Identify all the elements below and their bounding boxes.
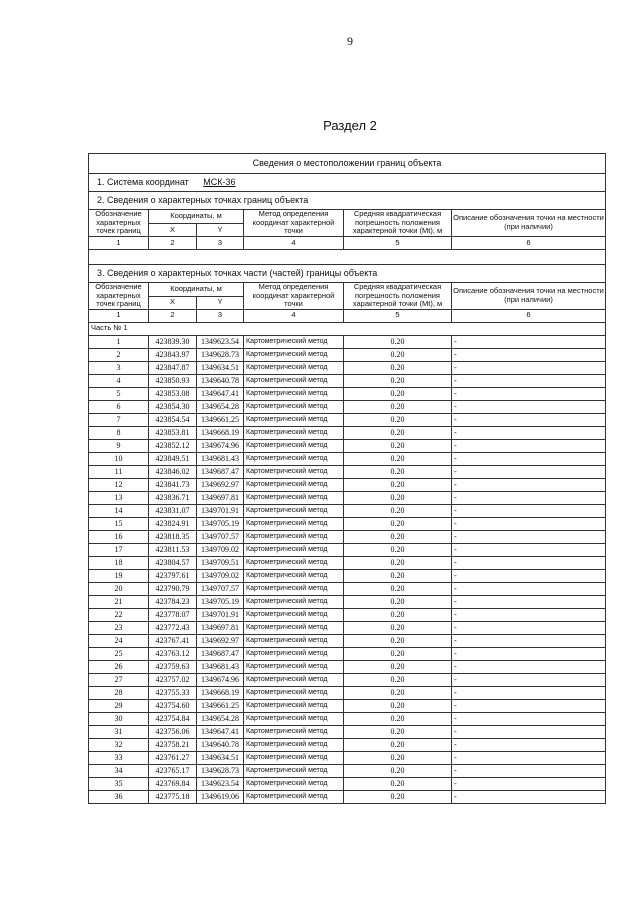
method-cell: Картометрический метод <box>244 738 344 751</box>
accuracy-cell: 0.20 <box>344 387 452 400</box>
method-cell: Картометрический метод <box>244 686 344 699</box>
coord-x: 423841.73 <box>149 478 197 491</box>
coord-y: 1349619.06 <box>197 790 244 803</box>
coord-y: 1349674.96 <box>197 439 244 452</box>
point-number: 1 <box>89 335 149 348</box>
point-number: 12 <box>89 478 149 491</box>
coord-y: 1349707.57 <box>197 582 244 595</box>
point-number: 4 <box>89 374 149 387</box>
coord-y: 1349668.19 <box>197 426 244 439</box>
description-cell: - <box>452 751 606 764</box>
description-cell: - <box>452 556 606 569</box>
point-number: 24 <box>89 634 149 647</box>
accuracy-cell: 0.20 <box>344 634 452 647</box>
coord-x: 423836.71 <box>149 491 197 504</box>
method-cell: Картометрический метод <box>244 543 344 556</box>
description-cell: - <box>452 738 606 751</box>
coord-y: 1349628.73 <box>197 348 244 361</box>
coord-x: 423767.41 <box>149 634 197 647</box>
coord-y: 1349707.57 <box>197 530 244 543</box>
point-number: 14 <box>89 504 149 517</box>
coord-x: 423763.12 <box>149 647 197 660</box>
method-cell: Картометрический метод <box>244 751 344 764</box>
point-number: 10 <box>89 452 149 465</box>
coord-y: 1349661.25 <box>197 413 244 426</box>
accuracy-cell: 0.20 <box>344 543 452 556</box>
point-number: 9 <box>89 439 149 452</box>
col-number: 6 <box>452 236 606 249</box>
accuracy-cell: 0.20 <box>344 517 452 530</box>
table-row <box>89 348 606 361</box>
point-number: 13 <box>89 491 149 504</box>
col-number: 4 <box>244 236 344 249</box>
description-cell: - <box>452 621 606 634</box>
accuracy-cell: 0.20 <box>344 452 452 465</box>
col-accuracy-header: Средняя квадратическая погрешность положения характерной точки (Mt), м <box>344 282 452 309</box>
coord-y: 1349709.02 <box>197 569 244 582</box>
coord-x: 423769.84 <box>149 777 197 790</box>
table-row <box>89 387 606 400</box>
method-cell: Картометрический метод <box>244 699 344 712</box>
coord-x: 423847.87 <box>149 361 197 374</box>
table-row <box>89 595 606 608</box>
method-cell: Картометрический метод <box>244 361 344 374</box>
point-number: 29 <box>89 699 149 712</box>
method-cell: Картометрический метод <box>244 647 344 660</box>
coord-x: 423854.30 <box>149 400 197 413</box>
accuracy-cell: 0.20 <box>344 348 452 361</box>
coord-x: 423824.91 <box>149 517 197 530</box>
table-row <box>89 504 606 517</box>
col-number: 1 <box>89 236 149 249</box>
description-cell: - <box>452 712 606 725</box>
col-number: 3 <box>197 309 244 322</box>
accuracy-cell: 0.20 <box>344 413 452 426</box>
coord-y: 1349709.51 <box>197 556 244 569</box>
coord-x: 423804.57 <box>149 556 197 569</box>
coord-y: 1349697.81 <box>197 491 244 504</box>
coord-x: 423775.18 <box>149 790 197 803</box>
accuracy-cell: 0.20 <box>344 738 452 751</box>
method-cell: Картометрический метод <box>244 673 344 686</box>
point-number: 23 <box>89 621 149 634</box>
accuracy-cell: 0.20 <box>344 673 452 686</box>
table-row <box>89 439 606 452</box>
col-number: 5 <box>344 309 452 322</box>
accuracy-cell: 0.20 <box>344 699 452 712</box>
method-cell: Картометрический метод <box>244 517 344 530</box>
description-cell: - <box>452 699 606 712</box>
description-cell: - <box>452 439 606 452</box>
method-cell: Картометрический метод <box>244 582 344 595</box>
method-cell: Картометрический метод <box>244 413 344 426</box>
description-cell: - <box>452 582 606 595</box>
method-cell: Картометрический метод <box>244 348 344 361</box>
table-row <box>89 777 606 790</box>
table-row <box>89 686 606 699</box>
coord-y: 1349681.43 <box>197 660 244 673</box>
table-row <box>89 426 606 439</box>
coord-system-value: МСК-36 <box>203 177 236 188</box>
table-row <box>89 712 606 725</box>
coord-y: 1349668.19 <box>197 686 244 699</box>
section-title: Раздел 2 <box>323 118 377 133</box>
method-cell: Картометрический метод <box>244 569 344 582</box>
description-cell: - <box>452 608 606 621</box>
point-number: 15 <box>89 517 149 530</box>
col-coords-header: Координаты, м <box>149 282 244 296</box>
description-cell: - <box>452 725 606 738</box>
coord-x: 423852.12 <box>149 439 197 452</box>
coord-y: 1349640.78 <box>197 374 244 387</box>
description-cell: - <box>452 777 606 790</box>
coord-x: 423850.93 <box>149 374 197 387</box>
description-cell: - <box>452 491 606 504</box>
description-cell: - <box>452 387 606 400</box>
table-row <box>89 530 606 543</box>
accuracy-cell: 0.20 <box>344 764 452 777</box>
table-row <box>89 699 606 712</box>
accuracy-cell: 0.20 <box>344 426 452 439</box>
coord-y: 1349697.81 <box>197 621 244 634</box>
description-cell: - <box>452 634 606 647</box>
accuracy-cell: 0.20 <box>344 465 452 478</box>
accuracy-cell: 0.20 <box>344 621 452 634</box>
coord-x: 423839.30 <box>149 335 197 348</box>
method-cell: Картометрический метод <box>244 387 344 400</box>
accuracy-cell: 0.20 <box>344 725 452 738</box>
method-cell: Картометрический метод <box>244 491 344 504</box>
point-number: 31 <box>89 725 149 738</box>
description-cell: - <box>452 478 606 491</box>
method-cell: Картометрический метод <box>244 374 344 387</box>
accuracy-cell: 0.20 <box>344 400 452 413</box>
description-cell: - <box>452 673 606 686</box>
method-cell: Картометрический метод <box>244 335 344 348</box>
point-number: 5 <box>89 387 149 400</box>
table-row <box>89 751 606 764</box>
description-cell: - <box>452 452 606 465</box>
description-cell: - <box>452 647 606 660</box>
method-cell: Картометрический метод <box>244 712 344 725</box>
table-row <box>89 582 606 595</box>
accuracy-cell: 0.20 <box>344 491 452 504</box>
col-number: 4 <box>244 309 344 322</box>
header-title: Сведения о местоположении границ объекта <box>89 154 606 174</box>
point-number: 25 <box>89 647 149 660</box>
coord-y: 1349687.47 <box>197 465 244 478</box>
point-number: 35 <box>89 777 149 790</box>
col-x-header: X <box>149 296 197 309</box>
coord-x: 423853.08 <box>149 387 197 400</box>
coord-x: 423846.02 <box>149 465 197 478</box>
description-cell: - <box>452 374 606 387</box>
coord-y: 1349692.97 <box>197 478 244 491</box>
col-number: 1 <box>89 309 149 322</box>
coord-x: 423854.54 <box>149 413 197 426</box>
accuracy-cell: 0.20 <box>344 777 452 790</box>
coord-y: 1349634.51 <box>197 751 244 764</box>
table-row <box>89 335 606 348</box>
block2-title: 2. Сведения о характерных точках границ объекта <box>89 192 606 210</box>
coord-x: 423778.07 <box>149 608 197 621</box>
coord-x: 423811.53 <box>149 543 197 556</box>
accuracy-cell: 0.20 <box>344 712 452 725</box>
method-cell: Картометрический метод <box>244 556 344 569</box>
point-number: 6 <box>89 400 149 413</box>
description-cell: - <box>452 764 606 777</box>
table-row <box>89 491 606 504</box>
coord-x: 423756.06 <box>149 725 197 738</box>
coord-x: 423831.07 <box>149 504 197 517</box>
method-cell: Картометрический метод <box>244 608 344 621</box>
col-method-header: Метод определения координат характерной точки <box>244 282 344 309</box>
coord-y: 1349681.43 <box>197 452 244 465</box>
col-y-header: Y <box>197 223 244 236</box>
description-cell: - <box>452 569 606 582</box>
accuracy-cell: 0.20 <box>344 582 452 595</box>
part-label: Часть № 1 <box>89 322 606 335</box>
coord-y: 1349687.47 <box>197 647 244 660</box>
col-coords-header: Координаты, м <box>149 210 244 224</box>
table-row <box>89 673 606 686</box>
coord-x: 423757.02 <box>149 673 197 686</box>
col-number: 3 <box>197 236 244 249</box>
col-designation-header: Обозначение характерных точек границ <box>89 282 149 309</box>
method-cell: Картометрический метод <box>244 790 344 803</box>
accuracy-cell: 0.20 <box>344 361 452 374</box>
table-row <box>89 621 606 634</box>
accuracy-cell: 0.20 <box>344 595 452 608</box>
accuracy-cell: 0.20 <box>344 439 452 452</box>
description-cell: - <box>452 595 606 608</box>
method-cell: Картометрический метод <box>244 777 344 790</box>
method-cell: Картометрический метод <box>244 504 344 517</box>
accuracy-cell: 0.20 <box>344 556 452 569</box>
accuracy-cell: 0.20 <box>344 660 452 673</box>
description-cell: - <box>452 530 606 543</box>
coord-y: 1349701.91 <box>197 504 244 517</box>
coord-y: 1349705.19 <box>197 595 244 608</box>
method-cell: Картометрический метод <box>244 764 344 777</box>
accuracy-cell: 0.20 <box>344 530 452 543</box>
col-description-header: Описание обозначения точки на местности (при наличии) <box>452 210 606 237</box>
point-number: 8 <box>89 426 149 439</box>
coord-system-label: 1. Система координат <box>97 177 189 188</box>
col-number: 2 <box>149 236 197 249</box>
coord-x: 423772.43 <box>149 621 197 634</box>
table-row <box>89 478 606 491</box>
description-cell: - <box>452 660 606 673</box>
spacer-row <box>89 249 606 264</box>
coord-y: 1349654.28 <box>197 400 244 413</box>
table-row <box>89 608 606 621</box>
coord-y: 1349692.97 <box>197 634 244 647</box>
table-row <box>89 400 606 413</box>
method-cell: Картометрический метод <box>244 426 344 439</box>
coord-x: 423765.17 <box>149 764 197 777</box>
table-row <box>89 517 606 530</box>
col-number: 5 <box>344 236 452 249</box>
coord-system-row <box>89 174 606 192</box>
coord-y: 1349674.96 <box>197 673 244 686</box>
table-row <box>89 465 606 478</box>
table-row <box>89 413 606 426</box>
table-row <box>89 738 606 751</box>
coord-y: 1349640.78 <box>197 738 244 751</box>
coord-y: 1349628.73 <box>197 764 244 777</box>
coord-y: 1349701.91 <box>197 608 244 621</box>
table-row <box>89 660 606 673</box>
coord-x: 423758.21 <box>149 738 197 751</box>
coord-y: 1349709.02 <box>197 543 244 556</box>
coord-x: 423818.35 <box>149 530 197 543</box>
point-number: 17 <box>89 543 149 556</box>
method-cell: Картометрический метод <box>244 465 344 478</box>
description-cell: - <box>452 335 606 348</box>
point-number: 3 <box>89 361 149 374</box>
description-cell: - <box>452 790 606 803</box>
point-number: 20 <box>89 582 149 595</box>
accuracy-cell: 0.20 <box>344 790 452 803</box>
method-cell: Картометрический метод <box>244 595 344 608</box>
point-number: 26 <box>89 660 149 673</box>
coord-y: 1349661.25 <box>197 699 244 712</box>
col-description-header: Описание обозначения точки на местности (при наличии) <box>452 282 606 309</box>
table-row <box>89 543 606 556</box>
method-cell: Картометрический метод <box>244 439 344 452</box>
method-cell: Картометрический метод <box>244 621 344 634</box>
description-cell: - <box>452 426 606 439</box>
coord-y: 1349623.54 <box>197 335 244 348</box>
col-method-header: Метод определения координат характерной точки <box>244 210 344 237</box>
method-cell: Картометрический метод <box>244 634 344 647</box>
method-cell: Картометрический метод <box>244 400 344 413</box>
description-cell: - <box>452 517 606 530</box>
table-row <box>89 647 606 660</box>
description-cell: - <box>452 686 606 699</box>
coord-x: 423853.81 <box>149 426 197 439</box>
coord-x: 423755.33 <box>149 686 197 699</box>
point-number: 27 <box>89 673 149 686</box>
boundary-table <box>88 153 606 804</box>
point-number: 36 <box>89 790 149 803</box>
col-designation-header: Обозначение характерных точек границ <box>89 210 149 237</box>
col-x-header: X <box>149 223 197 236</box>
point-number: 32 <box>89 738 149 751</box>
coord-y: 1349647.41 <box>197 725 244 738</box>
coord-x: 423759.63 <box>149 660 197 673</box>
accuracy-cell: 0.20 <box>344 478 452 491</box>
coord-y: 1349654.28 <box>197 712 244 725</box>
table-row <box>89 556 606 569</box>
point-number: 33 <box>89 751 149 764</box>
table-row <box>89 725 606 738</box>
point-number: 16 <box>89 530 149 543</box>
method-cell: Картометрический метод <box>244 660 344 673</box>
table-row <box>89 452 606 465</box>
col-accuracy-header: Средняя квадратическая погрешность положения характерной точки (Mt), м <box>344 210 452 237</box>
point-number: 2 <box>89 348 149 361</box>
accuracy-cell: 0.20 <box>344 608 452 621</box>
coord-x: 423790.79 <box>149 582 197 595</box>
description-cell: - <box>452 348 606 361</box>
col-number: 2 <box>149 309 197 322</box>
accuracy-cell: 0.20 <box>344 751 452 764</box>
col-number: 6 <box>452 309 606 322</box>
description-cell: - <box>452 400 606 413</box>
coord-y: 1349647.41 <box>197 387 244 400</box>
point-number: 22 <box>89 608 149 621</box>
point-number: 28 <box>89 686 149 699</box>
table-row <box>89 634 606 647</box>
coord-x: 423754.60 <box>149 699 197 712</box>
coord-x: 423797.61 <box>149 569 197 582</box>
coord-x: 423849.51 <box>149 452 197 465</box>
col-y-header: Y <box>197 296 244 309</box>
accuracy-cell: 0.20 <box>344 335 452 348</box>
point-number: 34 <box>89 764 149 777</box>
point-number: 18 <box>89 556 149 569</box>
description-cell: - <box>452 504 606 517</box>
point-number: 19 <box>89 569 149 582</box>
description-cell: - <box>452 361 606 374</box>
coord-x: 423843.97 <box>149 348 197 361</box>
method-cell: Картометрический метод <box>244 530 344 543</box>
point-number: 30 <box>89 712 149 725</box>
method-cell: Картометрический метод <box>244 725 344 738</box>
coord-y: 1349634.51 <box>197 361 244 374</box>
table-row <box>89 569 606 582</box>
point-number: 11 <box>89 465 149 478</box>
accuracy-cell: 0.20 <box>344 374 452 387</box>
description-cell: - <box>452 413 606 426</box>
coord-x: 423784.23 <box>149 595 197 608</box>
page-number: 9 <box>347 34 353 48</box>
method-cell: Картометрический метод <box>244 452 344 465</box>
coord-y: 1349705.19 <box>197 517 244 530</box>
accuracy-cell: 0.20 <box>344 569 452 582</box>
coord-y: 1349623.54 <box>197 777 244 790</box>
accuracy-cell: 0.20 <box>344 504 452 517</box>
accuracy-cell: 0.20 <box>344 686 452 699</box>
table-row <box>89 764 606 777</box>
table-row <box>89 361 606 374</box>
method-cell: Картометрический метод <box>244 478 344 491</box>
coord-x: 423761.27 <box>149 751 197 764</box>
point-number: 7 <box>89 413 149 426</box>
table-row <box>89 374 606 387</box>
description-cell: - <box>452 465 606 478</box>
point-number: 21 <box>89 595 149 608</box>
description-cell: - <box>452 543 606 556</box>
block3-title: 3. Сведения о характерных точках части (частей) границы объекта <box>89 264 606 282</box>
accuracy-cell: 0.20 <box>344 647 452 660</box>
coord-x: 423754.84 <box>149 712 197 725</box>
table-row <box>89 790 606 803</box>
